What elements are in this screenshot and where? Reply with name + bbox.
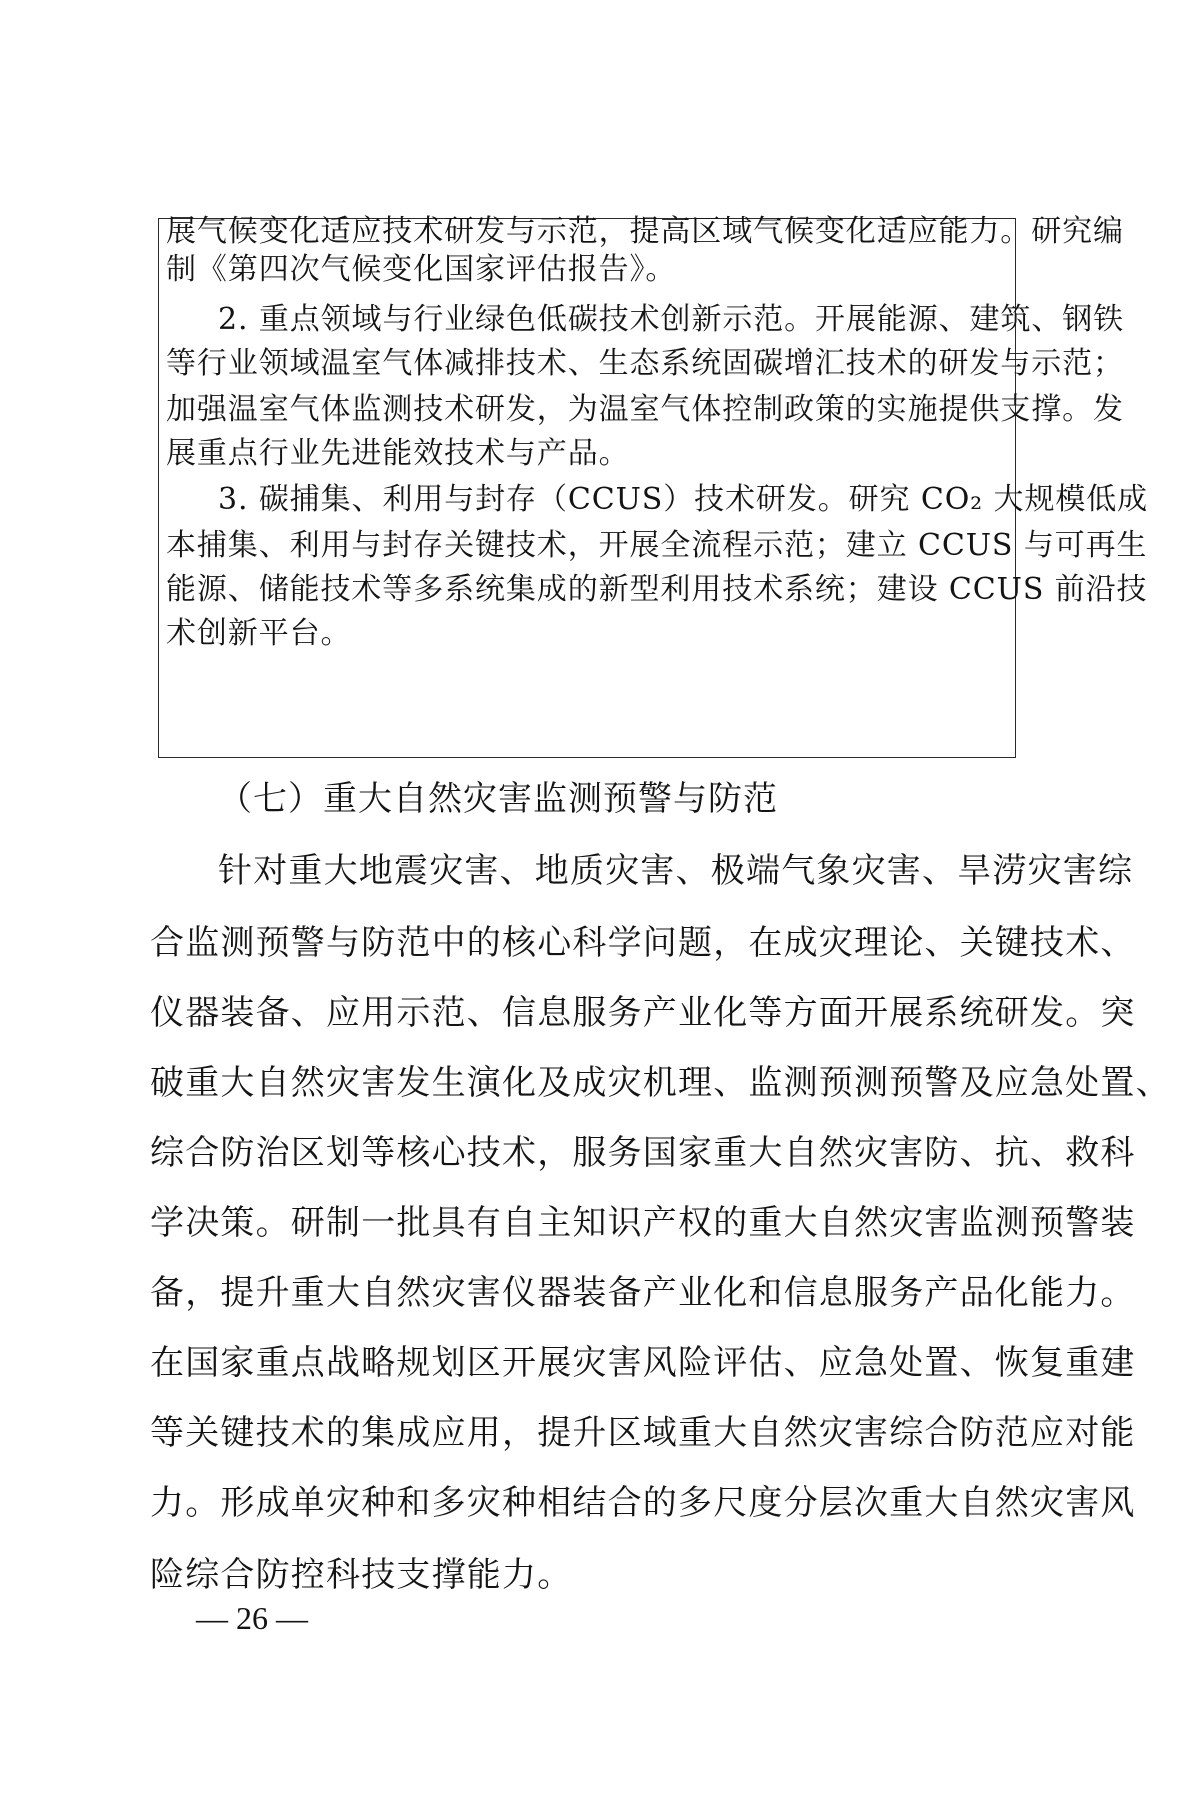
body-text-line: 等关键技术的集成应用，提升区域重大自然灾害综合防范应对能 xyxy=(150,1413,1136,1453)
box-text-line: 术创新平台。 xyxy=(166,616,352,651)
section-heading: （七）重大自然灾害监测预警与防范 xyxy=(218,779,778,819)
box-text-line: 等行业领域温室气体减排技术、生态系统固碳增汇技术的研发与示范； xyxy=(166,346,1124,381)
box-text-line: 加强温室气体监测技术研发，为温室气体控制政策的实施提供支撑。发 xyxy=(166,392,1124,427)
body-text-line: 针对重大地震灾害、地质灾害、极端气象灾害、旱涝灾害综 xyxy=(218,851,1134,891)
page-number: — 26 — xyxy=(196,1600,308,1636)
body-text-line: 破重大自然灾害发生演化及成灾机理、监测预测预警及应急处置、 xyxy=(150,1063,1171,1103)
box-text-line: 2. 重点领域与行业绿色低碳技术创新示范。开展能源、建筑、钢铁 xyxy=(218,302,1125,337)
body-text-line: 仪器装备、应用示范、信息服务产业化等方面开展系统研发。突 xyxy=(150,993,1136,1033)
box-text-line: 本捕集、利用与封存关键技术，开展全流程示范；建立 CCUS 与可再生 xyxy=(166,528,1148,563)
body-text-line: 在国家重点战略规划区开展灾害风险评估、应急处置、恢复重建 xyxy=(150,1343,1136,1383)
box-text-line: 3. 碳捕集、利用与封存（CCUS）技术研发。研究 CO₂ 大规模低成 xyxy=(218,482,1149,517)
body-text-line: 学决策。研制一批具有自主知识产权的重大自然灾害监测预警装 xyxy=(150,1203,1136,1243)
box-text-line: 展重点行业先进能效技术与产品。 xyxy=(166,436,630,471)
body-text-line: 备，提升重大自然灾害仪器装备产业化和信息服务产品化能力。 xyxy=(150,1273,1136,1313)
body-text-line: 合监测预警与防范中的核心科学问题，在成灾理论、关键技术、 xyxy=(150,923,1136,963)
body-text-line: 力。形成单灾种和多灾种相结合的多尺度分层次重大自然灾害风 xyxy=(150,1483,1136,1523)
body-text-line: 险综合防控科技支撑能力。 xyxy=(150,1555,573,1595)
box-text-line: 制《第四次气候变化国家评估报告》。 xyxy=(166,252,677,287)
box-text-line: 展气候变化适应技术研发与示范，提高区域气候变化适应能力。研究编 xyxy=(166,214,1124,249)
body-text-line: 综合防治区划等核心技术，服务国家重大自然灾害防、抗、救科 xyxy=(150,1133,1136,1173)
box-text-line: 能源、储能技术等多系统集成的新型利用技术系统；建设 CCUS 前沿技 xyxy=(166,572,1148,607)
